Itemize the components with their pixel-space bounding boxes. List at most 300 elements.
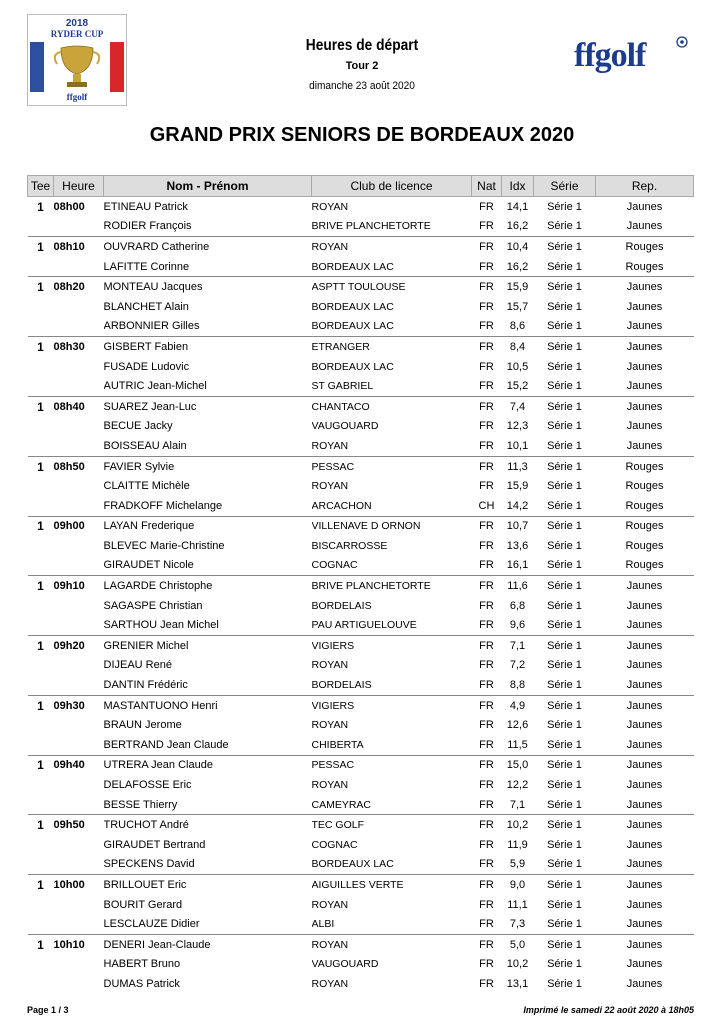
nat-cell: FR xyxy=(472,815,502,835)
tee-times-body xyxy=(28,197,694,994)
nat-cell: FR xyxy=(472,237,502,257)
time-cell: 08h30 xyxy=(54,337,104,357)
nom-cell: DANTIN Frédéric xyxy=(103,679,188,692)
idx-cell: 8,4 xyxy=(502,337,534,357)
time-cell: 09h20 xyxy=(54,636,104,656)
tee-cell: 1 xyxy=(28,197,54,217)
serie-cell: Série 1 xyxy=(547,619,582,632)
serie-cell: Série 1 xyxy=(547,659,582,672)
nom-cell: BLANCHET Alain xyxy=(103,300,189,313)
serie-cell: Série 1 xyxy=(534,337,596,357)
rep-cell: Jaunes xyxy=(626,898,663,911)
serie-cell: Série 1 xyxy=(534,516,596,536)
club-cell: ROYAN xyxy=(312,934,472,954)
nat-cell: FR xyxy=(479,679,494,692)
club-cell: BISCARROSSE xyxy=(311,539,388,552)
nat-cell: FR xyxy=(472,277,502,297)
time-cell: 09h50 xyxy=(54,815,104,835)
table-row xyxy=(28,755,694,775)
nat-cell: FR xyxy=(479,659,494,672)
club-cell: VAUGOUARD xyxy=(311,958,379,971)
nat-cell: FR xyxy=(479,539,494,552)
idx-cell: 13,1 xyxy=(506,977,529,990)
serie-cell: Série 1 xyxy=(547,320,582,333)
idx-cell: 7,1 xyxy=(502,636,534,656)
time-cell: 09h10 xyxy=(54,576,104,596)
col-nat-header: Nat xyxy=(472,176,502,197)
club-cell: BORDEAUX LAC xyxy=(311,360,394,373)
nat-cell: FR xyxy=(479,977,494,990)
tee-cell xyxy=(28,656,54,676)
club-cell: ROYAN xyxy=(311,480,349,493)
col-heure-header: Heure xyxy=(54,176,104,197)
rep-cell: Rouges xyxy=(625,480,664,493)
nat-cell: FR xyxy=(479,779,494,792)
table-row xyxy=(28,974,694,994)
rep-cell: Jaunes xyxy=(626,599,663,612)
table-row xyxy=(28,197,694,217)
idx-cell: 7,3 xyxy=(509,918,526,931)
nom-cell: GIRAUDET Nicole xyxy=(103,559,194,572)
rep-cell: Jaunes xyxy=(626,220,663,233)
rep-cell: Jaunes xyxy=(626,300,663,313)
club-cell: ROYAN xyxy=(311,719,349,732)
serie-cell: Série 1 xyxy=(534,755,596,775)
rep-cell: Rouges xyxy=(596,456,694,476)
idx-cell: 14,2 xyxy=(506,499,529,512)
table-row xyxy=(28,576,694,596)
rep-cell: Jaunes xyxy=(626,738,663,751)
nat-cell: FR xyxy=(479,838,494,851)
club-cell: TEC GOLF xyxy=(312,815,472,835)
col-rep-header: Rep. xyxy=(596,176,694,197)
nom-cell: TRUCHOT André xyxy=(104,815,312,835)
nom-cell: BECUE Jacky xyxy=(103,420,173,433)
table-row xyxy=(28,955,694,975)
nom-cell: RODIER François xyxy=(103,220,192,233)
serie-cell: Série 1 xyxy=(547,380,582,393)
idx-cell: 10,1 xyxy=(506,439,529,452)
nom-cell: GISBERT Fabien xyxy=(104,337,312,357)
club-cell: CHANTACO xyxy=(312,396,472,416)
nat-cell: FR xyxy=(479,898,494,911)
table-row xyxy=(28,536,694,556)
nom-cell: BOURIT Gerard xyxy=(103,898,183,911)
nom-cell: DELAFOSSE Eric xyxy=(103,779,192,792)
idx-cell: 8,8 xyxy=(509,679,526,692)
serie-cell: Série 1 xyxy=(534,277,596,297)
idx-cell: 10,2 xyxy=(506,958,529,971)
rep-cell: Rouges xyxy=(625,559,664,572)
time-cell: 08h00 xyxy=(54,197,104,217)
club-cell: BORDEAUX LAC xyxy=(311,300,394,313)
tee-cell xyxy=(28,536,54,556)
tee-cell xyxy=(28,715,54,735)
nat-cell: FR xyxy=(479,360,494,373)
nom-cell: BOISSEAU Alain xyxy=(103,439,187,452)
idx-cell: 5,0 xyxy=(502,934,534,954)
club-cell: CAMEYRAC xyxy=(311,798,372,811)
nat-cell: FR xyxy=(479,420,494,433)
idx-cell: 14,1 xyxy=(502,197,534,217)
page-number: Page 1 / 3 xyxy=(27,1005,69,1015)
tee-cell: 1 xyxy=(28,695,54,715)
serie-cell: Série 1 xyxy=(547,838,582,851)
club-cell: BRIVE PLANCHETORTE xyxy=(312,576,472,596)
idx-cell: 7,2 xyxy=(509,659,526,672)
tee-cell xyxy=(28,835,54,855)
club-cell: ROYAN xyxy=(311,659,349,672)
club-cell: ALBI xyxy=(311,918,335,931)
tee-cell xyxy=(28,795,54,815)
club-cell: ARCACHON xyxy=(311,499,372,512)
club-cell: BORDEAUX LAC xyxy=(311,858,394,871)
nat-cell: FR xyxy=(479,719,494,732)
logo-federation: ffgolf xyxy=(66,92,88,102)
tee-cell xyxy=(28,955,54,975)
nom-cell: ETINEAU Patrick xyxy=(104,197,312,217)
nat-cell: FR xyxy=(479,380,494,393)
nom-cell: MONTEAU Jacques xyxy=(104,277,312,297)
rep-cell: Jaunes xyxy=(596,875,694,895)
col-club-header: Club de licence xyxy=(312,176,472,197)
tee-cell xyxy=(28,895,54,915)
idx-cell: 15,0 xyxy=(502,755,534,775)
time-cell xyxy=(54,974,104,994)
nat-cell: FR xyxy=(479,918,494,931)
serie-cell: Série 1 xyxy=(547,439,582,452)
table-row xyxy=(28,715,694,735)
rep-cell: Rouges xyxy=(596,237,694,257)
ffgolf-logo-text: ffgolf xyxy=(574,37,646,74)
table-row xyxy=(28,596,694,616)
idx-cell: 10,2 xyxy=(502,815,534,835)
serie-cell: Série 1 xyxy=(547,958,582,971)
rep-cell: Jaunes xyxy=(596,337,694,357)
serie-cell: Série 1 xyxy=(547,679,582,692)
nom-cell: SUAREZ Jean-Luc xyxy=(104,396,312,416)
nom-cell: BRAUN Jerome xyxy=(103,719,182,732)
club-cell: AIGUILLES VERTE xyxy=(312,875,472,895)
rep-cell: Jaunes xyxy=(596,695,694,715)
club-cell: CHIBERTA xyxy=(311,738,364,751)
club-cell: VIGIERS xyxy=(312,695,472,715)
idx-cell: 7,1 xyxy=(509,798,526,811)
nat-cell: FR xyxy=(472,516,502,536)
nat-cell: FR xyxy=(479,260,494,273)
serie-cell: Série 1 xyxy=(547,779,582,792)
nom-cell: UTRERA Jean Claude xyxy=(104,755,312,775)
rep-cell: Rouges xyxy=(625,260,664,273)
serie-cell: Série 1 xyxy=(547,898,582,911)
time-cell: 09h00 xyxy=(54,516,104,536)
nat-cell: FR xyxy=(479,858,494,871)
time-cell xyxy=(54,675,104,695)
table-row xyxy=(28,835,694,855)
nom-cell: FRADKOFF Michelange xyxy=(103,499,223,512)
nat-cell: FR xyxy=(472,695,502,715)
time-cell xyxy=(54,596,104,616)
rep-cell: Jaunes xyxy=(596,197,694,217)
rep-cell: Jaunes xyxy=(626,420,663,433)
nom-cell: GIRAUDET Bertrand xyxy=(103,838,206,851)
col-tee-header: Tee xyxy=(28,176,54,197)
date-label: dimanche 23 août 2020 xyxy=(309,80,415,92)
serie-cell: Série 1 xyxy=(534,197,596,217)
rep-cell: Jaunes xyxy=(626,918,663,931)
page-title: Heures de départ xyxy=(305,37,419,54)
tee-cell: 1 xyxy=(28,237,54,257)
time-cell xyxy=(54,735,104,755)
tee-cell: 1 xyxy=(28,934,54,954)
nat-cell: FR xyxy=(479,599,494,612)
table-row xyxy=(28,795,694,815)
nat-cell: FR xyxy=(472,576,502,596)
time-cell: 08h20 xyxy=(54,277,104,297)
nom-cell: BESSE Thierry xyxy=(103,798,178,811)
table-row xyxy=(28,277,694,297)
table-row xyxy=(28,396,694,416)
serie-cell: Série 1 xyxy=(547,977,582,990)
table-row xyxy=(28,297,694,317)
nom-cell: CLAITTE Michèle xyxy=(103,480,190,493)
idx-cell: 15,9 xyxy=(506,480,529,493)
nat-cell: FR xyxy=(479,559,494,572)
time-cell xyxy=(54,914,104,934)
tee-cell: 1 xyxy=(28,815,54,835)
tee-cell xyxy=(28,376,54,396)
serie-cell: Série 1 xyxy=(547,559,582,572)
serie-cell: Série 1 xyxy=(547,420,582,433)
table-row xyxy=(28,855,694,875)
rep-cell: Jaunes xyxy=(626,679,663,692)
tee-cell xyxy=(28,735,54,755)
club-cell: ASPTT TOULOUSE xyxy=(312,277,472,297)
time-cell: 08h10 xyxy=(54,237,104,257)
table-row xyxy=(28,815,694,835)
idx-cell: 6,8 xyxy=(509,599,526,612)
time-cell xyxy=(54,357,104,377)
registered-mark-icon xyxy=(676,36,688,48)
idx-cell: 9,6 xyxy=(509,619,526,632)
time-cell xyxy=(54,556,104,576)
idx-cell: 16,1 xyxy=(506,559,529,572)
table-row xyxy=(28,476,694,496)
idx-cell: 9,0 xyxy=(502,875,534,895)
serie-cell: Série 1 xyxy=(547,599,582,612)
serie-cell: Série 1 xyxy=(547,738,582,751)
idx-cell: 7,4 xyxy=(502,396,534,416)
club-cell: BORDELAIS xyxy=(311,679,372,692)
tee-cell xyxy=(28,357,54,377)
club-cell: COGNAC xyxy=(311,838,358,851)
logo-year: 2018 xyxy=(65,18,89,29)
serie-cell: Série 1 xyxy=(534,875,596,895)
time-cell xyxy=(54,376,104,396)
nom-cell: FUSADE Ludovic xyxy=(103,360,190,373)
serie-cell: Série 1 xyxy=(534,396,596,416)
table-row xyxy=(28,417,694,437)
idx-cell: 11,1 xyxy=(507,898,528,911)
time-cell: 09h40 xyxy=(54,755,104,775)
rep-cell: Jaunes xyxy=(626,977,663,990)
club-cell: ROYAN xyxy=(312,237,472,257)
club-cell: ROYAN xyxy=(312,197,472,217)
nat-cell: CH xyxy=(478,499,495,512)
table-row xyxy=(28,914,694,934)
nom-cell: DENERI Jean-Claude xyxy=(104,934,312,954)
serie-cell: Série 1 xyxy=(547,300,582,313)
tee-cell: 1 xyxy=(28,277,54,297)
time-cell xyxy=(54,317,104,337)
nom-cell: SARTHOU Jean Michel xyxy=(103,619,219,632)
serie-cell: Série 1 xyxy=(534,636,596,656)
time-cell xyxy=(54,795,104,815)
nat-cell: FR xyxy=(479,439,494,452)
rep-cell: Jaunes xyxy=(626,858,663,871)
table-row xyxy=(28,875,694,895)
tee-cell: 1 xyxy=(28,456,54,476)
nom-cell: DIJEAU René xyxy=(103,659,172,672)
time-cell xyxy=(54,855,104,875)
ffgolf-logo xyxy=(574,34,690,78)
tee-cell xyxy=(28,556,54,576)
table-row xyxy=(28,775,694,795)
col-serie-header: Série xyxy=(534,176,596,197)
club-cell: BORDELAIS xyxy=(311,599,372,612)
tee-cell xyxy=(28,615,54,635)
table-row xyxy=(28,456,694,476)
time-cell xyxy=(54,417,104,437)
tee-cell: 1 xyxy=(28,516,54,536)
club-cell: ETRANGER xyxy=(312,337,472,357)
rep-cell: Jaunes xyxy=(626,838,663,851)
idx-cell: 5,9 xyxy=(509,858,526,871)
table-row xyxy=(28,217,694,237)
table-row xyxy=(28,675,694,695)
table-row xyxy=(28,695,694,715)
club-cell: BORDEAUX LAC xyxy=(311,260,394,273)
round-label: Tour 2 xyxy=(345,60,379,72)
rep-cell: Jaunes xyxy=(626,798,663,811)
nom-cell: LAYAN Frederique xyxy=(104,516,312,536)
table-row xyxy=(28,516,694,536)
nat-cell: FR xyxy=(479,619,494,632)
rep-cell: Jaunes xyxy=(626,719,663,732)
rep-cell: Jaunes xyxy=(626,380,663,393)
idx-cell: 11,5 xyxy=(507,738,528,751)
serie-cell: Série 1 xyxy=(547,260,582,273)
club-cell: BRIVE PLANCHETORTE xyxy=(311,220,431,233)
time-cell: 10h10 xyxy=(54,934,104,954)
serie-cell: Série 1 xyxy=(547,499,582,512)
idx-cell: 16,2 xyxy=(506,260,529,273)
table-row xyxy=(28,615,694,635)
rep-cell: Jaunes xyxy=(596,396,694,416)
table-row xyxy=(28,436,694,456)
time-cell: 08h40 xyxy=(54,396,104,416)
table-row xyxy=(28,357,694,377)
rep-cell: Jaunes xyxy=(626,439,663,452)
nom-cell: SAGASPE Christian xyxy=(103,599,203,612)
idx-cell: 4,9 xyxy=(502,695,534,715)
nom-cell: BLEVEC Marie-Christine xyxy=(103,539,225,552)
rep-cell: Jaunes xyxy=(596,815,694,835)
time-cell xyxy=(54,257,104,277)
rep-cell: Jaunes xyxy=(626,958,663,971)
serie-cell: Série 1 xyxy=(534,237,596,257)
time-cell xyxy=(54,835,104,855)
serie-cell: Série 1 xyxy=(534,576,596,596)
tee-cell xyxy=(28,436,54,456)
nat-cell: FR xyxy=(472,636,502,656)
time-cell xyxy=(54,297,104,317)
nom-cell: GRENIER Michel xyxy=(104,636,312,656)
club-cell: ROYAN xyxy=(311,779,349,792)
table-header-row xyxy=(28,176,694,197)
serie-cell: Série 1 xyxy=(534,815,596,835)
tee-cell xyxy=(28,974,54,994)
nat-cell: FR xyxy=(472,875,502,895)
time-cell xyxy=(54,895,104,915)
nom-cell: OUVRARD Catherine xyxy=(104,237,312,257)
nat-cell: FR xyxy=(479,220,494,233)
rep-cell: Jaunes xyxy=(596,934,694,954)
club-cell: ST GABRIEL xyxy=(311,380,374,393)
nat-cell: FR xyxy=(472,755,502,775)
serie-cell: Série 1 xyxy=(534,695,596,715)
time-cell xyxy=(54,536,104,556)
idx-cell: 8,6 xyxy=(509,320,526,333)
table-row xyxy=(28,237,694,257)
club-cell: ROYAN xyxy=(311,977,349,990)
club-cell: PESSAC xyxy=(312,755,472,775)
rep-cell: Jaunes xyxy=(626,779,663,792)
serie-cell: Série 1 xyxy=(534,456,596,476)
table-row xyxy=(28,376,694,396)
serie-cell: Série 1 xyxy=(534,934,596,954)
event-title: GRAND PRIX SENIORS DE BORDEAUX 2020 xyxy=(149,124,575,146)
tee-cell xyxy=(28,496,54,516)
nat-cell: FR xyxy=(472,456,502,476)
time-cell xyxy=(54,955,104,975)
tee-cell xyxy=(28,257,54,277)
idx-cell: 11,6 xyxy=(502,576,534,596)
table-row xyxy=(28,337,694,357)
rep-cell: Jaunes xyxy=(596,755,694,775)
nom-cell: LESCLAUZE Didier xyxy=(103,918,200,931)
tee-cell xyxy=(28,675,54,695)
nom-cell: SPECKENS David xyxy=(103,858,195,871)
tee-cell: 1 xyxy=(28,337,54,357)
idx-cell: 11,3 xyxy=(502,456,534,476)
tee-cell: 1 xyxy=(28,875,54,895)
tee-cell: 1 xyxy=(28,576,54,596)
nom-cell: ARBONNIER Gilles xyxy=(103,320,200,333)
idx-cell: 10,4 xyxy=(502,237,534,257)
table-row xyxy=(28,656,694,676)
tee-cell xyxy=(28,914,54,934)
serie-cell: Série 1 xyxy=(547,858,582,871)
time-cell xyxy=(54,476,104,496)
club-cell: BORDEAUX LAC xyxy=(311,320,394,333)
nom-cell: HABERT Bruno xyxy=(103,958,181,971)
nat-cell: FR xyxy=(479,798,494,811)
rep-cell: Jaunes xyxy=(626,360,663,373)
nom-cell: LAGARDE Christophe xyxy=(104,576,312,596)
table-row xyxy=(28,496,694,516)
time-cell xyxy=(54,496,104,516)
